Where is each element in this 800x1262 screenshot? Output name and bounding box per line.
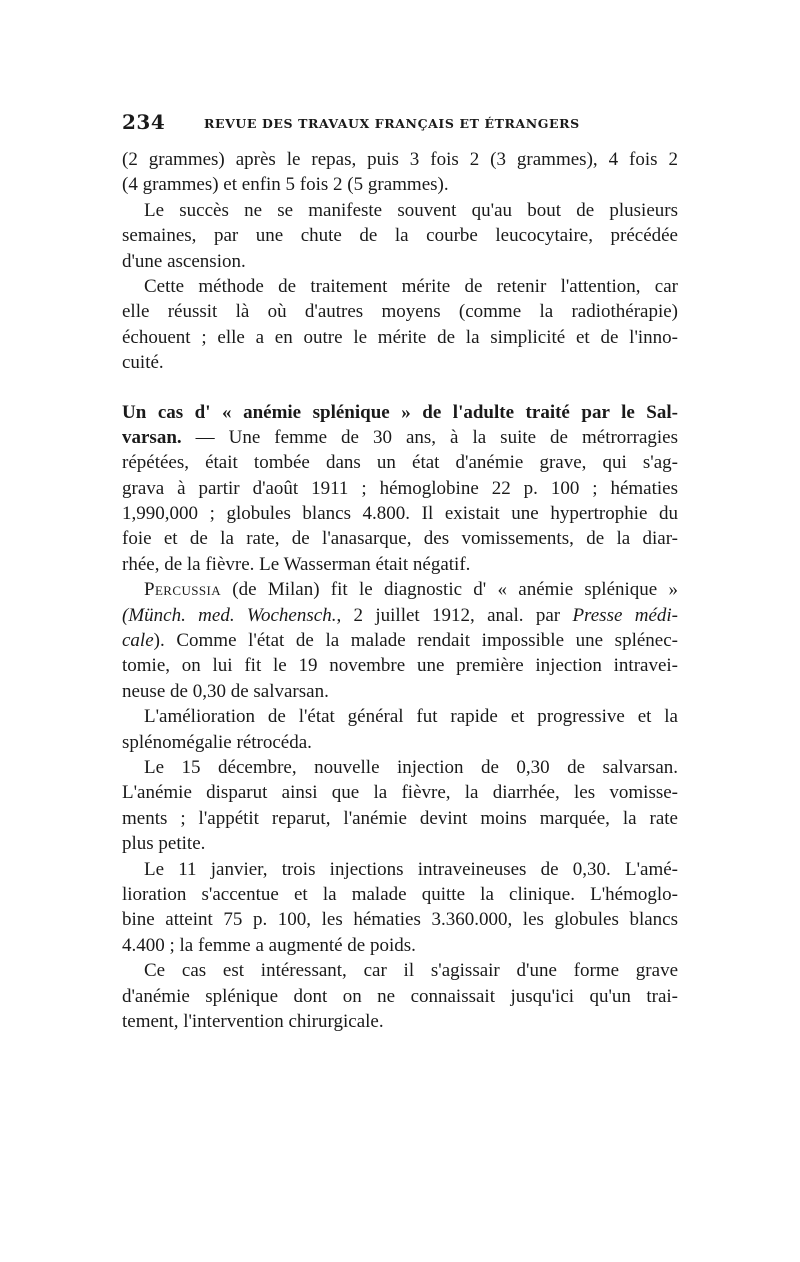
text-line: d'anémie splénique dont on ne connaissait jusqu'ici qu'un trai- — [122, 985, 678, 1007]
text-line: neuse de 0,30 de salvarsan. — [122, 680, 329, 702]
paragraph — [122, 400, 678, 578]
body-text — [122, 147, 678, 1034]
text-line: grava à partir d'août 1911 ; hémoglobine 22 p. 100 ; hématies — [122, 477, 678, 499]
text-line: échouent ; elle a en outre le mérite de la simplicité et de l'inno- — [122, 326, 678, 348]
text-line: d'une ascension. — [122, 250, 246, 272]
text-line: 4.400 ; la femme a augmenté de poids. — [122, 934, 416, 956]
text-line: (2 grammes) après le repas, puis 3 fois 2 (3 grammes), 4 fois 2 — [122, 149, 678, 170]
text-line: rhée, de la fièvre. Le Wasserman était négatif. — [122, 553, 471, 575]
section-title-end: varsan. — [122, 426, 182, 448]
text-line: cuité. — [122, 352, 164, 374]
text-line: L'anémie disparut ainsi que la fièvre, la diarrhée, les vomisse- — [122, 782, 678, 804]
text-line: Ce cas est intéressant, car il s'agissair d'une forme grave — [144, 960, 678, 982]
page-header — [122, 110, 682, 140]
text-segment: (de Milan) fit le diagnostic d' « anémie splénique » — [221, 579, 678, 601]
journal-citation: Presse médi- — [572, 604, 678, 626]
section-title: Un cas d' « anémie splénique » de l'adulte traité par le Sal- — [122, 401, 678, 423]
text-line: ments ; l'appétit reparut, l'anémie devint moins marquée, la rate — [122, 807, 678, 829]
journal-citation: cale — [122, 630, 154, 652]
text-line: elle réussit là où d'autres moyens (comme la radiothérapie) — [122, 301, 678, 323]
text-line: lioration s'accentue et la malade quitte la clinique. L'hémoglo- — [122, 883, 678, 905]
running-head: REVUE DES TRAVAUX FRANÇAIS ET ÉTRANGERS — [204, 116, 580, 131]
paragraph — [122, 755, 678, 857]
paragraph — [122, 147, 678, 198]
text-line: répétées, était tombée dans un état d'anémie grave, qui s'ag- — [122, 452, 678, 474]
section-gap — [122, 376, 678, 400]
text-segment: — Une femme de 30 ans, à la suite de métrorragies — [181, 426, 678, 448]
text-segment: ). Comme l'état de la malade rendait impossible une splénec- — [153, 630, 678, 652]
text-line: Le succès ne se manifeste souvent qu'au bout de plusieurs — [144, 199, 678, 221]
text-line: tomie, on lui fit le 19 novembre une première injection intravei- — [122, 655, 678, 677]
author-name: Percussia — [144, 579, 222, 601]
paragraph — [122, 958, 678, 1034]
text-line: Le 11 janvier, trois injections intraveineuses de 0,30. L'amé- — [144, 858, 678, 880]
text-line: L'amélioration de l'état général fut rapide et progressive et la — [144, 706, 678, 728]
paragraph — [122, 857, 678, 959]
text-line: foie et de la rate, de l'anasarque, des vomissements, de la diar- — [122, 528, 678, 550]
text-line: 1,990,000 ; globules blancs 4.800. Il existait une hypertrophie du — [122, 503, 678, 525]
text-line: Le 15 décembre, nouvelle injection de 0,30 de salvarsan. — [144, 756, 678, 778]
paragraph — [122, 274, 678, 376]
text-line — [122, 425, 678, 450]
text-line: (4 grammes) et enfin 5 fois 2 (5 grammes). — [122, 174, 449, 196]
page-number: 234 — [122, 110, 166, 134]
text-line: bine atteint 75 p. 100, les hématies 3.360.000, les globules blancs — [122, 909, 678, 931]
text-line: Cette méthode de traitement mérite de retenir l'attention, car — [144, 275, 678, 297]
text-line: splénomégalie rétrocéda. — [122, 731, 312, 753]
text-line: tement, l'intervention chirurgicale. — [122, 1010, 384, 1032]
paragraph — [122, 198, 678, 274]
text-line: semaines, par une chute de la courbe leucocytaire, précédée — [122, 225, 678, 247]
paragraph — [122, 704, 678, 755]
text-line — [122, 603, 678, 628]
paragraph — [122, 577, 678, 704]
text-segment: , 2 juillet 1912, anal. par — [336, 604, 573, 626]
journal-citation: (Münch. med. Wochensch. — [122, 604, 337, 626]
text-line — [122, 628, 678, 653]
text-line: plus petite. — [122, 833, 206, 855]
text-line — [122, 577, 678, 602]
